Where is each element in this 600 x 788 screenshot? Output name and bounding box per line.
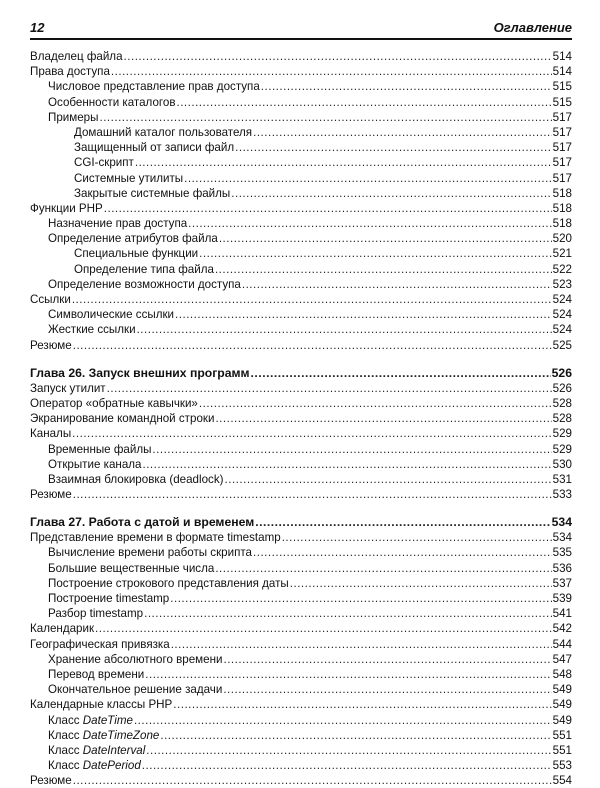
toc-entry-title-text: Резюме xyxy=(30,488,72,502)
toc-entry-title xyxy=(48,667,144,682)
toc-entry-title-text: Класс xyxy=(48,713,83,727)
toc-entry-page: 520 xyxy=(552,232,572,246)
toc-entry[interactable] xyxy=(30,697,572,712)
dot-leader xyxy=(107,381,552,396)
toc-entry[interactable] xyxy=(30,381,572,396)
dot-leader xyxy=(73,773,552,788)
toc-entry-page: 553 xyxy=(552,759,572,773)
toc-entry[interactable] xyxy=(30,110,572,125)
toc-entry-title-text: Временные файлы xyxy=(48,442,152,456)
dot-leader xyxy=(255,514,550,530)
dot-leader xyxy=(144,606,552,621)
toc-entry-title-text: Резюме xyxy=(30,774,72,788)
dot-leader xyxy=(160,728,551,743)
toc-entry-title xyxy=(30,530,281,545)
toc-entry-title xyxy=(30,381,106,396)
toc-entry-page: 514 xyxy=(552,65,572,79)
toc-entry-page: 531 xyxy=(552,472,572,486)
toc-entry-title-text: Построение строкового представления даты xyxy=(48,576,289,590)
toc-entry-page: 522 xyxy=(552,262,572,276)
toc-entry-title-text: Вычисление времени работы скрипта xyxy=(48,546,253,560)
toc-entry-page: 530 xyxy=(552,457,572,471)
toc-entry[interactable] xyxy=(30,411,572,426)
toc-entry-page: 533 xyxy=(552,488,572,502)
toc-entry-title xyxy=(30,396,198,411)
toc-entry[interactable] xyxy=(30,307,572,322)
dot-leader xyxy=(99,110,551,125)
toc-entry[interactable] xyxy=(30,171,572,186)
toc-entry-page: 517 xyxy=(552,156,572,170)
toc-entry-title xyxy=(48,307,174,322)
toc-entry-title xyxy=(48,606,143,621)
dot-leader xyxy=(282,530,552,545)
toc-entry-page: 539 xyxy=(552,592,572,605)
toc-entry-title-text: Специальные функции xyxy=(74,247,199,261)
toc-entry-title xyxy=(48,216,187,231)
toc-entry-page: 525 xyxy=(552,338,572,352)
toc-entry-title xyxy=(30,49,123,64)
toc-entry-title xyxy=(74,140,234,155)
toc-entry-page: 518 xyxy=(552,201,572,215)
toc-entry-page: 518 xyxy=(552,186,572,200)
toc-entry-title-text: Календарные классы PHP xyxy=(30,698,173,712)
toc-entry-title-text: Запуск утилит xyxy=(30,381,106,395)
toc-entry-title xyxy=(30,64,110,79)
toc-entry[interactable] xyxy=(30,231,572,246)
toc-entry[interactable] xyxy=(30,457,572,472)
dot-leader xyxy=(111,64,552,79)
running-title: Оглавление xyxy=(493,20,572,35)
toc-entry-class-name: DateTime xyxy=(82,713,133,727)
dot-leader xyxy=(137,322,552,337)
toc-entry-title-text: Большие вещественные числа xyxy=(48,561,215,575)
toc-entry[interactable] xyxy=(30,201,572,216)
toc-section-chapter25-tail xyxy=(30,49,572,353)
toc-entry-title xyxy=(48,442,151,457)
toc-entry-title-text: Класс xyxy=(48,743,83,757)
toc-entry-title-text: Функции PHP xyxy=(30,201,103,215)
toc-entry[interactable] xyxy=(30,322,572,337)
dot-leader xyxy=(215,561,551,576)
toc-entry-title xyxy=(30,201,103,216)
dot-leader xyxy=(231,186,551,201)
dot-leader xyxy=(173,697,551,712)
dot-leader xyxy=(199,396,552,411)
toc-entry-title xyxy=(74,155,134,170)
dot-leader xyxy=(170,591,551,606)
toc-entry-title-text: Числовое представление прав доступа xyxy=(48,80,260,94)
toc-entry-title-text: Примеры xyxy=(48,110,99,124)
toc-entry-title-text: Представление времени в формате timestamp xyxy=(30,531,281,545)
toc-entry-title xyxy=(74,171,183,186)
toc-section-chapter26 xyxy=(30,381,572,503)
toc-entry-page: 551 xyxy=(552,728,572,742)
toc-entry-page: 517 xyxy=(552,125,572,139)
dot-leader xyxy=(72,292,552,307)
toc-entry[interactable] xyxy=(30,652,572,667)
toc-entry-title xyxy=(48,322,136,337)
toc-entry-page: 523 xyxy=(552,277,572,291)
toc-entry[interactable] xyxy=(30,472,572,487)
toc-entry-page: 549 xyxy=(552,713,572,727)
toc-entry[interactable] xyxy=(30,396,572,411)
toc-entry-page: 549 xyxy=(552,698,572,712)
chapter-page: 526 xyxy=(551,365,572,380)
toc-entry[interactable] xyxy=(30,591,572,606)
toc-entry-title-text: Домашний каталог пользователя xyxy=(74,125,253,139)
dot-leader xyxy=(184,171,552,186)
toc-entry-title xyxy=(48,231,218,246)
dot-leader xyxy=(142,758,552,773)
toc-entry-title-text: Класс xyxy=(48,728,83,742)
toc-entry-page: 551 xyxy=(552,743,572,757)
toc-entry-page: 515 xyxy=(552,80,572,94)
toc-entry-title xyxy=(48,652,222,667)
dot-leader xyxy=(104,201,552,216)
toc-entry-page: 529 xyxy=(552,442,572,456)
toc-entry[interactable] xyxy=(30,140,572,155)
dot-leader xyxy=(199,246,552,261)
page-number: 12 xyxy=(30,20,45,35)
toc-entry[interactable] xyxy=(30,728,572,743)
toc-entry-title-text: Символические ссылки xyxy=(48,308,175,322)
toc-entry-title-text: Каналы xyxy=(30,427,72,441)
toc-entry-page: 536 xyxy=(552,561,572,575)
toc-entry-page: 521 xyxy=(552,247,572,261)
toc-entry-class-name: DatePeriod xyxy=(82,759,141,773)
header-rule xyxy=(30,38,572,40)
toc-entry-page: 548 xyxy=(552,667,572,681)
toc-entry-title-text: Хранение абсолютного времени xyxy=(48,652,223,666)
toc-entry[interactable] xyxy=(30,64,572,79)
toc-entry-title xyxy=(30,773,72,788)
dot-leader xyxy=(146,743,551,758)
toc-entry[interactable] xyxy=(30,246,572,261)
toc-entry[interactable] xyxy=(30,743,572,758)
toc-entry-page: 535 xyxy=(552,546,572,560)
dot-leader xyxy=(135,155,552,170)
toc-entry-title-text: Окончательное решение задачи xyxy=(48,683,223,697)
toc-entry-page: 542 xyxy=(552,622,572,636)
toc-entry-title-text: Закрытые системные файлы xyxy=(74,186,231,200)
toc-entry-title xyxy=(48,95,175,110)
toc-entry[interactable] xyxy=(30,442,572,457)
toc-entry-title xyxy=(48,277,241,292)
toc-entry-page: 549 xyxy=(552,683,572,697)
toc-entry-title-text: Права доступа xyxy=(30,65,110,79)
dot-leader xyxy=(142,457,551,472)
toc-entry[interactable] xyxy=(30,155,572,170)
toc-entry-title xyxy=(48,457,141,472)
toc-entry-title-text: Разбор timestamp xyxy=(48,607,144,621)
toc-entry-title xyxy=(48,576,289,591)
toc-entry[interactable] xyxy=(30,576,572,591)
dot-leader xyxy=(219,231,552,246)
toc-entry-title xyxy=(30,426,71,441)
toc-entry-title-text: Ссылки xyxy=(30,293,71,306)
toc-entry-page: 534 xyxy=(552,531,572,545)
table-of-contents xyxy=(30,49,572,788)
toc-entry-page: 529 xyxy=(552,427,572,441)
toc-entry-title-text: Системные утилиты xyxy=(74,171,184,185)
toc-entry-title xyxy=(30,338,72,353)
chapter-title: Глава 26. Запуск внешних программ xyxy=(30,365,250,380)
dot-leader xyxy=(72,426,552,441)
toc-entry[interactable] xyxy=(30,530,572,545)
toc-entry-class-name: DateInterval xyxy=(82,743,146,757)
dot-leader xyxy=(176,95,551,110)
toc-entry-title xyxy=(30,411,214,426)
dot-leader xyxy=(225,472,552,487)
toc-entry-title xyxy=(48,545,252,560)
toc-entry-title-text: Владелец файла xyxy=(30,50,123,63)
toc-entry[interactable] xyxy=(30,758,572,773)
chapter-page: 534 xyxy=(551,515,572,530)
toc-entry[interactable] xyxy=(30,713,572,728)
toc-entry-title-text: CGI-скрипт xyxy=(74,156,134,170)
toc-entry-title xyxy=(48,743,145,758)
toc-entry-title xyxy=(48,110,98,125)
toc-entry[interactable] xyxy=(30,773,572,788)
dot-leader xyxy=(261,79,552,94)
toc-entry-page: 524 xyxy=(552,293,572,306)
toc-entry-title xyxy=(74,246,198,261)
spacer xyxy=(30,502,572,514)
toc-entry-title-text: Построение timestamp xyxy=(48,592,170,605)
toc-entry-title xyxy=(30,487,72,502)
toc-entry-title-text: Определение возможности доступа xyxy=(48,277,241,291)
toc-entry-page: 514 xyxy=(552,50,572,63)
toc-entry-title-text: Класс xyxy=(48,759,83,773)
toc-entry-page: 517 xyxy=(552,171,572,185)
toc-entry[interactable] xyxy=(30,426,572,441)
toc-entry-title-text: Назначение прав доступа xyxy=(48,217,188,231)
toc-entry-title xyxy=(74,125,252,140)
toc-entry-page: 554 xyxy=(552,774,572,788)
toc-entry-title-text: Открытие канала xyxy=(48,457,142,471)
toc-entry-page: 528 xyxy=(552,412,572,426)
toc-entry-title xyxy=(48,682,222,697)
toc-entry[interactable] xyxy=(30,95,572,110)
toc-entry-title-text: Особенности каталогов xyxy=(48,95,176,109)
toc-entry[interactable] xyxy=(30,487,572,502)
toc-entry-title xyxy=(48,472,224,487)
dot-leader xyxy=(175,307,552,322)
toc-entry-title-text: Резюме xyxy=(30,338,72,352)
toc-entry-title xyxy=(48,591,169,606)
toc-entry[interactable] xyxy=(30,49,572,64)
toc-entry-title-text: Календарик xyxy=(30,622,95,636)
dot-leader xyxy=(253,125,552,140)
toc-entry[interactable] xyxy=(30,125,572,140)
chapter-title: Глава 27. Работа с датой и временем xyxy=(30,515,255,530)
toc-entry-title-text: Жесткие ссылки xyxy=(48,323,136,337)
toc-entry[interactable] xyxy=(30,561,572,576)
dot-leader xyxy=(215,262,552,277)
toc-entry[interactable] xyxy=(30,277,572,292)
toc-entry[interactable] xyxy=(30,682,572,697)
dot-leader xyxy=(145,667,551,682)
toc-entry[interactable] xyxy=(30,621,572,636)
toc-entry-class-name: DateTimeZone xyxy=(82,728,160,742)
toc-entry[interactable] xyxy=(30,667,572,682)
toc-entry[interactable] xyxy=(30,292,572,307)
dot-leader xyxy=(95,621,552,636)
dot-leader xyxy=(290,576,552,591)
dot-leader xyxy=(73,338,552,353)
toc-entry-title xyxy=(74,186,230,201)
toc-entry[interactable] xyxy=(30,637,572,652)
toc-entry-title-text: Защищенный от записи файл xyxy=(74,141,235,155)
toc-entry-title-text: Перевод времени xyxy=(48,667,145,681)
toc-entry-title xyxy=(48,79,260,94)
toc-entry-title xyxy=(48,758,141,773)
toc-entry-title-text: Географическая привязка xyxy=(30,637,170,651)
toc-entry-title xyxy=(48,713,133,728)
toc-entry-page: 517 xyxy=(552,141,572,155)
toc-entry-title xyxy=(30,292,71,307)
toc-entry-page: 544 xyxy=(552,637,572,651)
toc-entry-title-text: Определение типа файла xyxy=(74,262,214,276)
toc-entry-page: 547 xyxy=(552,652,572,666)
dot-leader xyxy=(171,637,552,652)
dot-leader xyxy=(215,411,551,426)
dot-leader xyxy=(188,216,551,231)
toc-entry-title xyxy=(30,697,172,712)
toc-entry[interactable] xyxy=(30,606,572,621)
toc-entry-title xyxy=(74,262,214,277)
toc-entry[interactable] xyxy=(30,216,572,231)
page-header xyxy=(30,20,572,40)
toc-entry-page: 518 xyxy=(552,217,572,231)
toc-entry-title-text: Оператор «обратные кавычки» xyxy=(30,396,198,410)
dot-leader xyxy=(223,682,551,697)
chapter-heading-26[interactable] xyxy=(30,365,572,381)
toc-entry[interactable] xyxy=(30,545,572,560)
dot-leader xyxy=(134,713,552,728)
spacer xyxy=(30,353,572,365)
toc-entry-title-text: Экранирование командной строки xyxy=(30,412,215,426)
dot-leader xyxy=(223,652,551,667)
toc-entry-title-text: Определение атрибутов файла xyxy=(48,232,218,246)
dot-leader xyxy=(73,487,552,502)
toc-entry[interactable] xyxy=(30,338,572,353)
toc-entry-page: 528 xyxy=(552,396,572,410)
dot-leader xyxy=(152,442,551,457)
toc-entry-title-text: Взаимная блокировка (deadlock) xyxy=(48,472,224,486)
dot-leader xyxy=(235,140,552,155)
toc-entry[interactable] xyxy=(30,79,572,94)
toc-entry-title xyxy=(48,728,159,743)
toc-entry-title xyxy=(48,561,214,576)
toc-entry-page: 537 xyxy=(552,576,572,590)
dot-leader xyxy=(253,545,552,560)
toc-entry-page: 524 xyxy=(552,308,572,322)
toc-entry-title xyxy=(30,621,94,636)
toc-entry-page: 526 xyxy=(552,381,572,395)
toc-entry-page: 515 xyxy=(552,95,572,109)
toc-entry-title xyxy=(30,637,170,652)
toc-entry-page: 517 xyxy=(552,110,572,124)
dot-leader xyxy=(251,365,551,381)
dot-leader xyxy=(242,277,552,292)
dot-leader xyxy=(124,49,552,64)
chapter-heading-27[interactable] xyxy=(30,514,572,530)
toc-entry-page: 524 xyxy=(552,323,572,337)
toc-entry[interactable] xyxy=(30,186,572,201)
toc-entry[interactable] xyxy=(30,262,572,277)
toc-section-chapter27 xyxy=(30,530,572,788)
toc-entry-page: 541 xyxy=(552,607,572,621)
